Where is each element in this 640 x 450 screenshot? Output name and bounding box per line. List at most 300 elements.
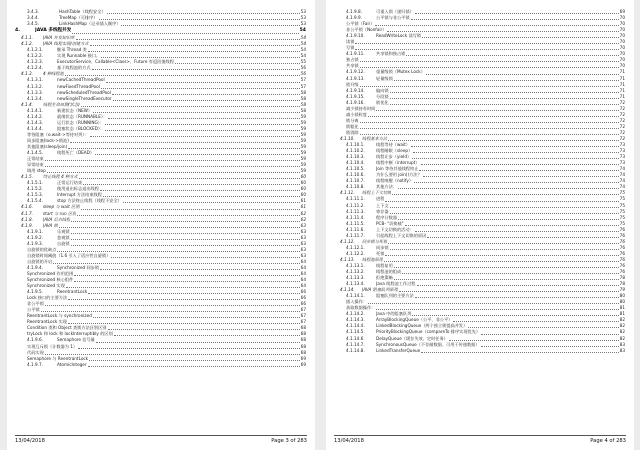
toc-dot-leader (81, 106, 300, 107)
toc-entry-page: 59 (300, 125, 306, 131)
toc-entry-page: 74 (619, 184, 625, 190)
footer-page-number: Page 4 of 283 (590, 438, 626, 444)
toc-dot-leader (355, 43, 618, 44)
page-footer-left (15, 435, 307, 444)
toc-entry-title: LinkedTransferQueue (376, 347, 421, 353)
toc-entry-page: 59 (300, 119, 306, 125)
toc-entry-page: 53 (300, 21, 306, 27)
table-of-contents-right (334, 9, 625, 354)
toc-dot-leader (114, 335, 300, 336)
toc-entry-title: 死锁 (376, 250, 385, 256)
toc-entry-number: 4.1.10.7. (346, 178, 365, 184)
toc-entry-title: 锁消除 (346, 129, 359, 135)
toc-entry-page: 76 (619, 262, 625, 268)
toc-entry-title: Java 中的阻塞队列 (376, 311, 412, 317)
toc-entry-page: 68 (300, 337, 306, 343)
toc-entry-title: 新建状态（NEW） (57, 107, 93, 113)
toc-entry-title: 可重入锁（递归锁） (376, 9, 414, 14)
toc-dot-leader (74, 275, 299, 276)
toc-dot-leader (390, 213, 619, 214)
toc-dot-leader (417, 285, 619, 286)
toc-entry-page: 60 (300, 192, 306, 198)
toc-entry-page: 58 (300, 89, 306, 95)
toc-entry-page: 60 (300, 180, 306, 186)
toc-entry-page: 72 (619, 123, 625, 129)
toc-dot-leader (360, 67, 619, 68)
toc-entry-title: 共享锁 (346, 63, 359, 69)
toc-entry-page: 79 (619, 287, 625, 293)
toc-dot-leader (68, 299, 299, 300)
toc-dot-leader (105, 130, 300, 131)
toc-entry-page: 71 (619, 75, 625, 81)
toc-entry-title: Synchronized 同步锁 (57, 264, 100, 270)
toc-entry-title: 自旋锁 (57, 240, 70, 246)
toc-entry-page: 73 (619, 148, 625, 154)
toc-entry-number: 4.1.4.5. (27, 150, 43, 156)
toc-entry-title: 实现互斥锁（计数器为 1） (27, 343, 78, 349)
toc-dot-leader (108, 118, 299, 119)
toc-dot-leader (449, 340, 619, 341)
toc-entry-page: 62 (300, 216, 306, 222)
toc-dot-leader (79, 178, 300, 179)
toc-dot-leader (70, 142, 300, 143)
toc-entry-page: 82 (619, 329, 625, 335)
toc-dot-leader (398, 219, 619, 220)
toc-entry-page: 54 (300, 53, 306, 59)
toc-dot-leader (385, 255, 618, 256)
toc-entry-title: 减小锁粒度 (346, 111, 367, 117)
toc-entry-page: 63 (300, 252, 306, 258)
toc-entry-number: 4.1.11.1. (346, 196, 365, 202)
toc-entry-number: 4.1.10.3. (346, 154, 365, 160)
toc-dot-leader (421, 164, 619, 165)
toc-entry-number: 4.1.11.3. (346, 208, 365, 214)
document-page-left (7, 0, 315, 450)
toc-entry-number: 4.1.14.2. (346, 311, 365, 317)
toc-entry-title: 重量级锁（Mutex Lock） (376, 69, 425, 75)
toc-entry[interactable] (15, 27, 306, 35)
toc-entry-page: 76 (619, 226, 625, 232)
toc-dot-leader (394, 80, 619, 81)
toc-dot-leader (111, 257, 299, 258)
toc-dot-leader (390, 92, 619, 93)
toc-dot-leader (412, 315, 618, 316)
toc-dot-leader (405, 225, 619, 226)
toc-entry-title: JAVA 后台线程 (43, 216, 71, 222)
table-of-contents-left (15, 9, 306, 368)
toc-dot-leader (355, 49, 618, 50)
toc-entry-title: newCachedThreadPool (57, 77, 105, 83)
toc-dot-leader (45, 305, 300, 306)
toc-entry-title: 寄存器 (376, 208, 389, 214)
toc-entry-page: 54 (300, 47, 306, 53)
toc-entry-page: 63 (300, 228, 306, 234)
toc-dot-leader (368, 116, 619, 117)
toc-dot-leader (108, 329, 300, 330)
toc-entry-title: Condition 类和 Object 类锁方法区别区别 (27, 325, 107, 331)
toc-dot-leader (88, 366, 300, 367)
toc-entry-number: 4.1.9.11. (346, 51, 365, 57)
toc-entry-page: 59 (300, 150, 306, 156)
toc-entry-page: 71 (619, 81, 625, 87)
toc-dot-leader (89, 360, 300, 361)
toc-dot-leader (412, 158, 618, 159)
toc-entry-number: 4.1.10.1. (346, 142, 365, 148)
toc-entry-number: 4.1.14.3. (346, 317, 365, 323)
toc-entry-number: 4.1.9.6. (27, 337, 43, 343)
toc-dot-leader (399, 291, 619, 292)
toc-entry-title: 自旋锁的优缺点 (27, 246, 57, 252)
toc-dot-leader (78, 348, 300, 349)
toc-entry-title: Synchronized 作用范围 (27, 270, 74, 276)
toc-entry-title: 线程睡眠（sleep） (376, 148, 413, 154)
toc-entry-number: 4.1.13.4. (346, 281, 365, 287)
toc-entry-title: SynchronousQueue（不存储数据、可用于传递数据） (376, 341, 480, 347)
toc-entry-number: 4.1.5.1. (27, 180, 43, 186)
toc-dot-leader (388, 140, 619, 141)
toc-entry-page: 73 (619, 154, 625, 160)
toc-entry-page: 54 (299, 28, 306, 34)
toc-entry-title: newFixedThreadPool (57, 83, 100, 89)
toc-entry-page: 59 (300, 137, 306, 143)
toc-entry-page: 75 (619, 190, 625, 196)
toc-entry-title: HashTable（线程安全） (59, 9, 106, 14)
toc-entry-page: 78 (619, 275, 625, 281)
toc-entry-number: 4.1.4. (21, 101, 33, 107)
toc-entry-title: 异常结束 (27, 162, 44, 168)
toc-entry-title: AtomicInteger (57, 361, 87, 367)
toc-dot-leader (88, 51, 300, 52)
toc-dot-leader (81, 209, 300, 210)
toc-entry-page: 72 (619, 135, 625, 141)
toc-entry-title: DelayQueue（缓存失效、定时任务） (376, 335, 448, 341)
toc-dot-leader (71, 221, 299, 222)
toc-dot-leader (388, 243, 619, 244)
toc-entry-title: JAVA 线程实现/创建方式 (43, 41, 89, 47)
toc-entry-number: 4.1.14.5. (346, 329, 365, 335)
toc-entry-page: 71 (619, 87, 625, 93)
toc-entry-title: 调用 stop (27, 168, 46, 174)
toc-entry-number: 4.1.3. (21, 71, 33, 77)
toc-entry-title: 非公平锁 (27, 301, 44, 307)
toc-entry-page: 75 (619, 214, 625, 220)
toc-entry-page: 68 (300, 331, 306, 337)
toc-entry-number: 4.1.9.14. (346, 87, 365, 93)
toc-entry-number: 4.1.14.1. (346, 293, 365, 299)
toc-dot-leader (93, 112, 300, 113)
toc-entry-title: 线程等待（wait） (376, 142, 410, 148)
toc-entry-page: 66 (300, 289, 306, 295)
toc-entry-page: 76 (619, 250, 625, 256)
toc-dot-leader (414, 182, 619, 183)
toc-entry-title: stop 方法终止线程（线程不安全） (57, 198, 122, 204)
toc-entry-page: 54 (300, 41, 306, 47)
toc-entry-page: 75 (619, 196, 625, 202)
toc-entry-page: 69 (300, 361, 306, 367)
toc-entry-title: 公平锁（Fair） (346, 21, 375, 27)
toc-entry-page: 69 (619, 9, 625, 14)
toc-entry-title: TreeMap（可排序） (59, 15, 98, 21)
toc-entry-page: 70 (619, 21, 625, 27)
toc-entry-page: 75 (619, 220, 625, 226)
toc-entry-title: 上下文 (376, 202, 389, 208)
toc-entry-title: 自旋锁的开启 (27, 258, 53, 264)
toc-dot-leader (101, 57, 299, 58)
toc-entry-title: 线程复用 (376, 262, 393, 268)
toc-entry-number: 4.1.5. (21, 174, 33, 180)
toc-dot-leader (453, 321, 618, 322)
toc-entry-page: 58 (300, 95, 306, 101)
toc-entry-page: 70 (619, 27, 625, 33)
toc-entry-page: 58 (300, 101, 306, 107)
toc-entry-page: 73 (619, 160, 625, 166)
toc-entry-number: 4. (15, 28, 20, 34)
toc-entry-title: 共享锁和独占锁 (376, 51, 406, 57)
toc-entry-page: 67 (300, 319, 306, 325)
toc-entry-number: 4.1.11.5. (346, 220, 365, 226)
toc-dot-leader (385, 201, 618, 202)
toc-entry-title: 为什么要用 join()方法？ (376, 172, 422, 178)
toc-dot-leader (71, 245, 300, 246)
toc-dot-leader (421, 352, 618, 353)
toc-entry-title: newSingleThreadExecutor (57, 95, 112, 101)
toc-entry-title: 拒绝策略 (376, 275, 393, 281)
toc-dot-leader (387, 31, 618, 32)
toc-entry-title: 线程唤醒（notify） (376, 178, 414, 184)
toc-entry-number: 4.1.14.6. (346, 335, 365, 341)
toc-entry-number: 4.1.4.2. (27, 113, 43, 119)
toc-entry-page: 67 (300, 307, 306, 313)
toc-entry-page: 68 (300, 343, 306, 349)
toc-entry-page: 76 (619, 269, 625, 275)
toc-entry-title: 正常结束 (27, 156, 44, 162)
toc-entry-title: 正常运行结束 (57, 180, 83, 186)
toc-dot-leader (90, 45, 300, 46)
toc-entry-number: 4.1.9.13. (346, 75, 365, 81)
toc-dot-leader (411, 19, 619, 20)
toc-entry-title: 使用退出标志退出线程 (57, 186, 99, 192)
toc-entry-title: 锁升级 (346, 81, 359, 87)
toc-dot-leader (406, 55, 618, 56)
toc-entry-title: 线程生命周期(状态) (43, 101, 80, 107)
footer-page-number: Page 3 of 283 (271, 438, 307, 444)
toc-entry[interactable] (15, 362, 306, 368)
toc-entry-number: 4.1.9.12. (346, 69, 365, 75)
toc-entry-page: 82 (619, 335, 625, 341)
toc-entry-number: 4.1.9.4. (27, 264, 43, 270)
toc-entry-page: 68 (300, 349, 306, 355)
toc-dot-leader (88, 293, 299, 294)
toc-dot-leader (100, 190, 300, 191)
toc-entry-title: 阻塞状态（BLOCKED）： (57, 125, 105, 131)
toc-dot-leader (481, 334, 619, 335)
toc-entry-title: Join 等待其他线程终止 (376, 166, 419, 172)
footer-date: 13/04/2018 (334, 438, 364, 444)
toc-entry-title: 同步锁与死锁 (362, 238, 388, 244)
toc-dot-leader (360, 134, 619, 135)
toc-entry-title: 自旋锁时间阈值（1.6 引入了适应性自旋锁） (27, 252, 111, 258)
toc-entry-title: ArrayBlockingQueue（公平、非公平） (376, 317, 453, 323)
toc-entry-page: 76 (619, 238, 625, 244)
toc-entry-title: PCB- "切换桢" (376, 220, 404, 226)
toc-entry-title: 阻塞队列的主要方法 (376, 293, 414, 299)
toc-entry-number: 4.1.2. (21, 41, 33, 47)
toc-entry[interactable] (334, 348, 625, 354)
toc-entry-page: 80 (619, 293, 625, 299)
toc-entry-title: 基于线程池的方式 (57, 65, 91, 71)
toc-entry-number: 4.1.9.16. (346, 99, 365, 105)
toc-dot-leader (426, 74, 619, 75)
toc-entry-title: Semaphore 信号量 (57, 337, 95, 343)
toc-dot-leader (105, 124, 300, 125)
toc-entry-title: 锁优化 (376, 99, 389, 105)
toc-entry-title: 线程死亡（DEAD） (57, 150, 95, 156)
toc-dot-leader (99, 19, 300, 20)
toc-dot-leader (96, 342, 300, 343)
toc-entry-page: 54 (300, 35, 306, 41)
toc-entry-number: 4.1.11.4. (346, 214, 365, 220)
toc-dot-leader (45, 166, 300, 167)
toc-entry-page: 78 (619, 281, 625, 287)
toc-dot-leader (72, 33, 298, 34)
toc-dot-leader (95, 154, 300, 155)
toc-dot-leader (384, 261, 619, 262)
toc-dot-leader (112, 94, 300, 95)
toc-entry-number: 4.1.10.2. (346, 148, 365, 154)
toc-entry-title: 乐观锁 (57, 228, 70, 234)
toc-entry-title: JAVA 锁 (43, 222, 58, 228)
toc-entry-page: 64 (300, 270, 306, 276)
toc-entry-title: Interrupt 方法结束线程 (57, 192, 102, 198)
toc-entry-number: 4.1.14. (340, 287, 355, 293)
toc-entry-number: 4.1.12.1. (346, 244, 365, 250)
toc-entry-title: 线程让步（yield） (376, 154, 412, 160)
toc-entry-page: 81 (619, 305, 625, 311)
toc-dot-leader (360, 86, 619, 87)
toc-entry-page: 69 (300, 355, 306, 361)
toc-entry-page: 63 (300, 240, 306, 246)
toc-entry-number: 3.4.4. (27, 15, 39, 21)
toc-dot-leader (66, 287, 300, 288)
toc-dot-leader (103, 196, 300, 197)
toc-entry-title: 同步阻塞(lock->锁池) (27, 137, 69, 143)
toc-entry-number: 4.1.12. (340, 238, 355, 244)
toc-entry-number: 4.1.2.2. (27, 53, 43, 59)
toc-dot-leader (77, 215, 299, 216)
toc-entry-title: 公平锁 (27, 307, 40, 313)
toc-entry-page: 70 (619, 39, 625, 45)
toc-entry-title: tryLock 和 lock 和 lockInterruptibly 的区别 (27, 331, 113, 337)
toc-entry-title: 程序计数器 (376, 214, 397, 220)
toc-entry-title: 公平锁与非公平锁 (376, 15, 410, 21)
toc-entry-page: 59 (300, 162, 306, 168)
toc-entry-page: 83 (619, 347, 625, 353)
toc-entry-number: 4.1.10.6. (346, 172, 365, 178)
toc-entry-number: 4.1.9.2. (27, 234, 43, 240)
toc-dot-leader (375, 25, 618, 26)
toc-entry-number: 4.1.13.3. (346, 275, 365, 281)
toc-dot-leader (53, 263, 300, 264)
toc-dot-leader (419, 170, 618, 171)
toc-entry-title: 同步锁 (376, 244, 389, 250)
toc-entry-page: 53 (300, 15, 306, 21)
toc-entry-number: 4.1.11.7. (346, 232, 365, 238)
toc-entry-page: 61 (300, 198, 306, 204)
toc-entry-page: 62 (300, 210, 306, 216)
toc-entry-number: 4.1.13. (340, 256, 355, 262)
toc-entry-number: 4.1.2.4. (27, 65, 43, 71)
toc-dot-leader (360, 128, 619, 129)
toc-dot-leader (93, 317, 300, 318)
toc-entry-page: 64 (300, 264, 306, 270)
toc-entry-title: JAVA 阻塞队列原理 (362, 287, 398, 293)
toc-dot-leader (468, 327, 618, 328)
toc-dot-leader (376, 309, 618, 310)
toc-dot-leader (83, 184, 300, 185)
toc-entry-number: 4.1.9.3. (27, 240, 43, 246)
toc-entry-page: 80 (619, 299, 625, 305)
toc-entry-page: 57 (300, 77, 306, 83)
toc-entry-number: 4.1.9.1. (27, 228, 43, 234)
toc-dot-leader (71, 233, 300, 234)
toc-entry-number: 4.1.3.4. (27, 95, 43, 101)
toc-dot-leader (68, 323, 300, 324)
toc-entry-title: LinkedBlockingQueue（两个独立锁提高并发） (376, 323, 468, 329)
toc-entry-title: 进程 (376, 196, 385, 202)
toc-entry-page: 59 (300, 113, 306, 119)
toc-dot-leader (415, 13, 619, 14)
toc-entry-number: 4.1.13.1. (346, 262, 365, 268)
toc-entry-title: ReentrantLock (57, 289, 88, 295)
toc-entry-page: 72 (619, 105, 625, 111)
toc-entry-number: 4.1.10.4. (346, 160, 365, 166)
toc-dot-leader (394, 267, 619, 268)
toc-dot-leader (392, 194, 618, 195)
toc-entry-page: 75 (619, 202, 625, 208)
toc-entry-page: 60 (300, 186, 306, 192)
toc-dot-leader (413, 152, 618, 153)
toc-entry-page: 60 (300, 174, 306, 180)
toc-entry-page: 82 (619, 317, 625, 323)
toc-entry-number: 4.1.9.8. (346, 9, 362, 14)
toc-entry-number: 4.1.11.2. (346, 202, 365, 208)
toc-entry-number: 4.1.9. (21, 222, 33, 228)
page-footer-right (334, 435, 626, 444)
toc-entry-page: 70 (619, 33, 625, 39)
toc-entry-number: 4.1.11. (340, 190, 355, 196)
toc-entry-number: 4.1.9.9. (346, 15, 362, 21)
toc-dot-leader (90, 136, 300, 137)
toc-entry-title: 独占锁 (346, 57, 359, 63)
toc-entry-number: 4.1.7. (21, 210, 33, 216)
toc-entry-number: 4.1.4.3. (27, 119, 43, 125)
toc-entry-page: 61 (300, 204, 306, 210)
toc-entry-number: 4.1.9.5. (27, 289, 43, 295)
toc-entry-page: 74 (619, 172, 625, 178)
toc-entry-page: 72 (619, 99, 625, 105)
toc-entry-title: Lock 接口的主要方法 (27, 295, 68, 301)
toc-entry-title: 就绪状态（RUNNABLE）： (57, 113, 108, 119)
toc-dot-leader (107, 13, 300, 14)
toc-entry-page: 58 (300, 107, 306, 113)
toc-dot-leader (76, 39, 300, 40)
toc-entry-page: 70 (619, 63, 625, 69)
toc-dot-leader (41, 311, 300, 312)
toc-entry-title: 其他阻塞(sleep/join) (27, 143, 68, 149)
toc-entry-page: 64 (300, 258, 306, 264)
toc-entry-title: newScheduledThreadPool (57, 89, 111, 95)
toc-entry-page: 64 (300, 283, 306, 289)
